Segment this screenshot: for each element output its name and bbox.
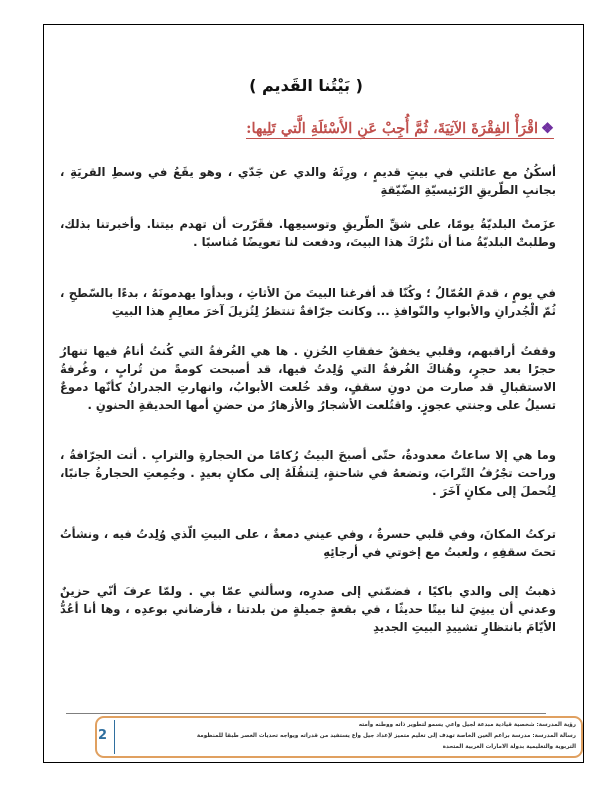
paragraph-7: ذهبتُ إلى والدي باكيًا ، فضمّني إلى صدرِه، وسألني عمّا بي . ولمّا عرفَ أنّي حزينٌ وعدني أن يبنِيَ لنا بيتًا حديثًا ، في بقعةٍ جميلةٍ من بلدتنا ، فأرضاني بوعدِه ، وها أنا أعُدُّ الأيّامَ بانتظارِ تشييدِ البيتِ الجديدِ [60, 584, 556, 634]
paragraph-6: تركتُ المكانَ، وفي قلبي حسرةٌ ، وفي عيني دمعةٌ ، على البيتِ الّذي وُلِدتُ فيه ، ونشأتُ تحتَ سقفِهِ ، ولعبتُ مع إخوتي في أرجائِهِ [60, 527, 556, 559]
paragraph-1: أسكُنُ مع عائلتي في بيتٍ قديمٍ ، ورِثَهُ والدي عن جَدّي ، وهو يقَعُ في وسطِ القريَةِ ، بجانبِ الطّريقِ الرّئيسيّةِ الضّيّقةِ [60, 165, 556, 197]
paragraph-3: في يومٍ ، قدمَ العُمّالُ ؛ وكُنّا قد أفرغنا البيتَ منَ الأثاثِ ، وبدأوا يهدمونَهُ ، بدءًا بالسّطحِ ، ثُمّ الْجُدرانِ والأبوابِ والنّوافذِ ... وكانت جرّافةٌ تنتظرُ لِتُزيلَ آخرَ معالِمِ هذا البيتِ [60, 286, 556, 318]
page-number: 2 [98, 728, 108, 743]
instruction-text: اقْرَأْ الفِقْرَةَ الآتِيَةَ، ثُمَّ أُجِبْ عَنِ الأَسْئلَةِ الَّتي تَلِيها: [246, 120, 538, 137]
footer-box [95, 716, 583, 758]
school-vision: رؤية المدرسة: شخصية قيادية مبدعة لجيل واعي يسمو لتطوير ذاته ووطنه وأمته [358, 722, 576, 728]
page-number-separator [114, 720, 115, 754]
school-mission-line-1: رسالة المدرسة: مدرسة براعم العين الخاصة تهدف إلى تعليم متميز لإعداد جيل واع يستفيد من قدراته ويواجه تحديات العصر طبقا للمنظومة [196, 733, 576, 739]
paragraph-4: وقفتُ أراقبهم، وقلبي يخفقُ خفقاتِ الحُزنِ . ها هي الغُرفةُ التي كُنتُ أنامُ فيها تنهارُ حجرًا بعد حجرٍ، وهُناكَ الغُرفةُ التي وُلِدتُ فيها، قد أصبحت كومةً من تُرابٍ ، وغُرفةُ الاستقبالِ قد صارت من دونِ سقفٍ، وقد خُلعت الأبوابُ، وانهارتِ الجدرانُ كأنّها دموعٌ تسيلُ على وجنتي عجوزٍ. واقتُلعت الأشجارُ والأزهارُ من حضنِ أمها الحديقةِ الحنونِ . [60, 344, 556, 412]
paragraph-5: وما هي إلا ساعاتٌ معدودةٌ، حتّى أصبحَ البيتُ رُكامًا من الحجارةِ والترابِ . أتت الجرّافةُ ، وراحت تجْرُفُ التّرابَ، وتضعهُ في شاحنةٍ، لِتنقُلَهُ إلى مكانٍ بعيدٍ . وجُمِعتِ الحجارةُ جانبًا، لِتُحملَ إلى مكانٍ آخَرَ . [60, 448, 556, 498]
paragraph-2: عزَمتْ البلديّةُ يومًا، على شقِّ الطّريقِ وتوسيعِها. فقَرّرت أن تهدم بيتنا. وأخبرتنا بذلك، وطلبتْ البلديّةُ منا أن نتْرُكَ هذا البيتَ، ودفعت لنا تعويضًا مُناسبًا . [60, 217, 556, 249]
page-title: ( بَيْتُنا القَديم ) [249, 76, 363, 95]
instruction [246, 120, 554, 139]
diamond-bullet-icon: ❖ [541, 120, 554, 137]
footer-divider [66, 713, 546, 714]
school-mission-line-2: التربوية والتعليمية بدولة الامارات العربية المتحدة [442, 744, 576, 750]
